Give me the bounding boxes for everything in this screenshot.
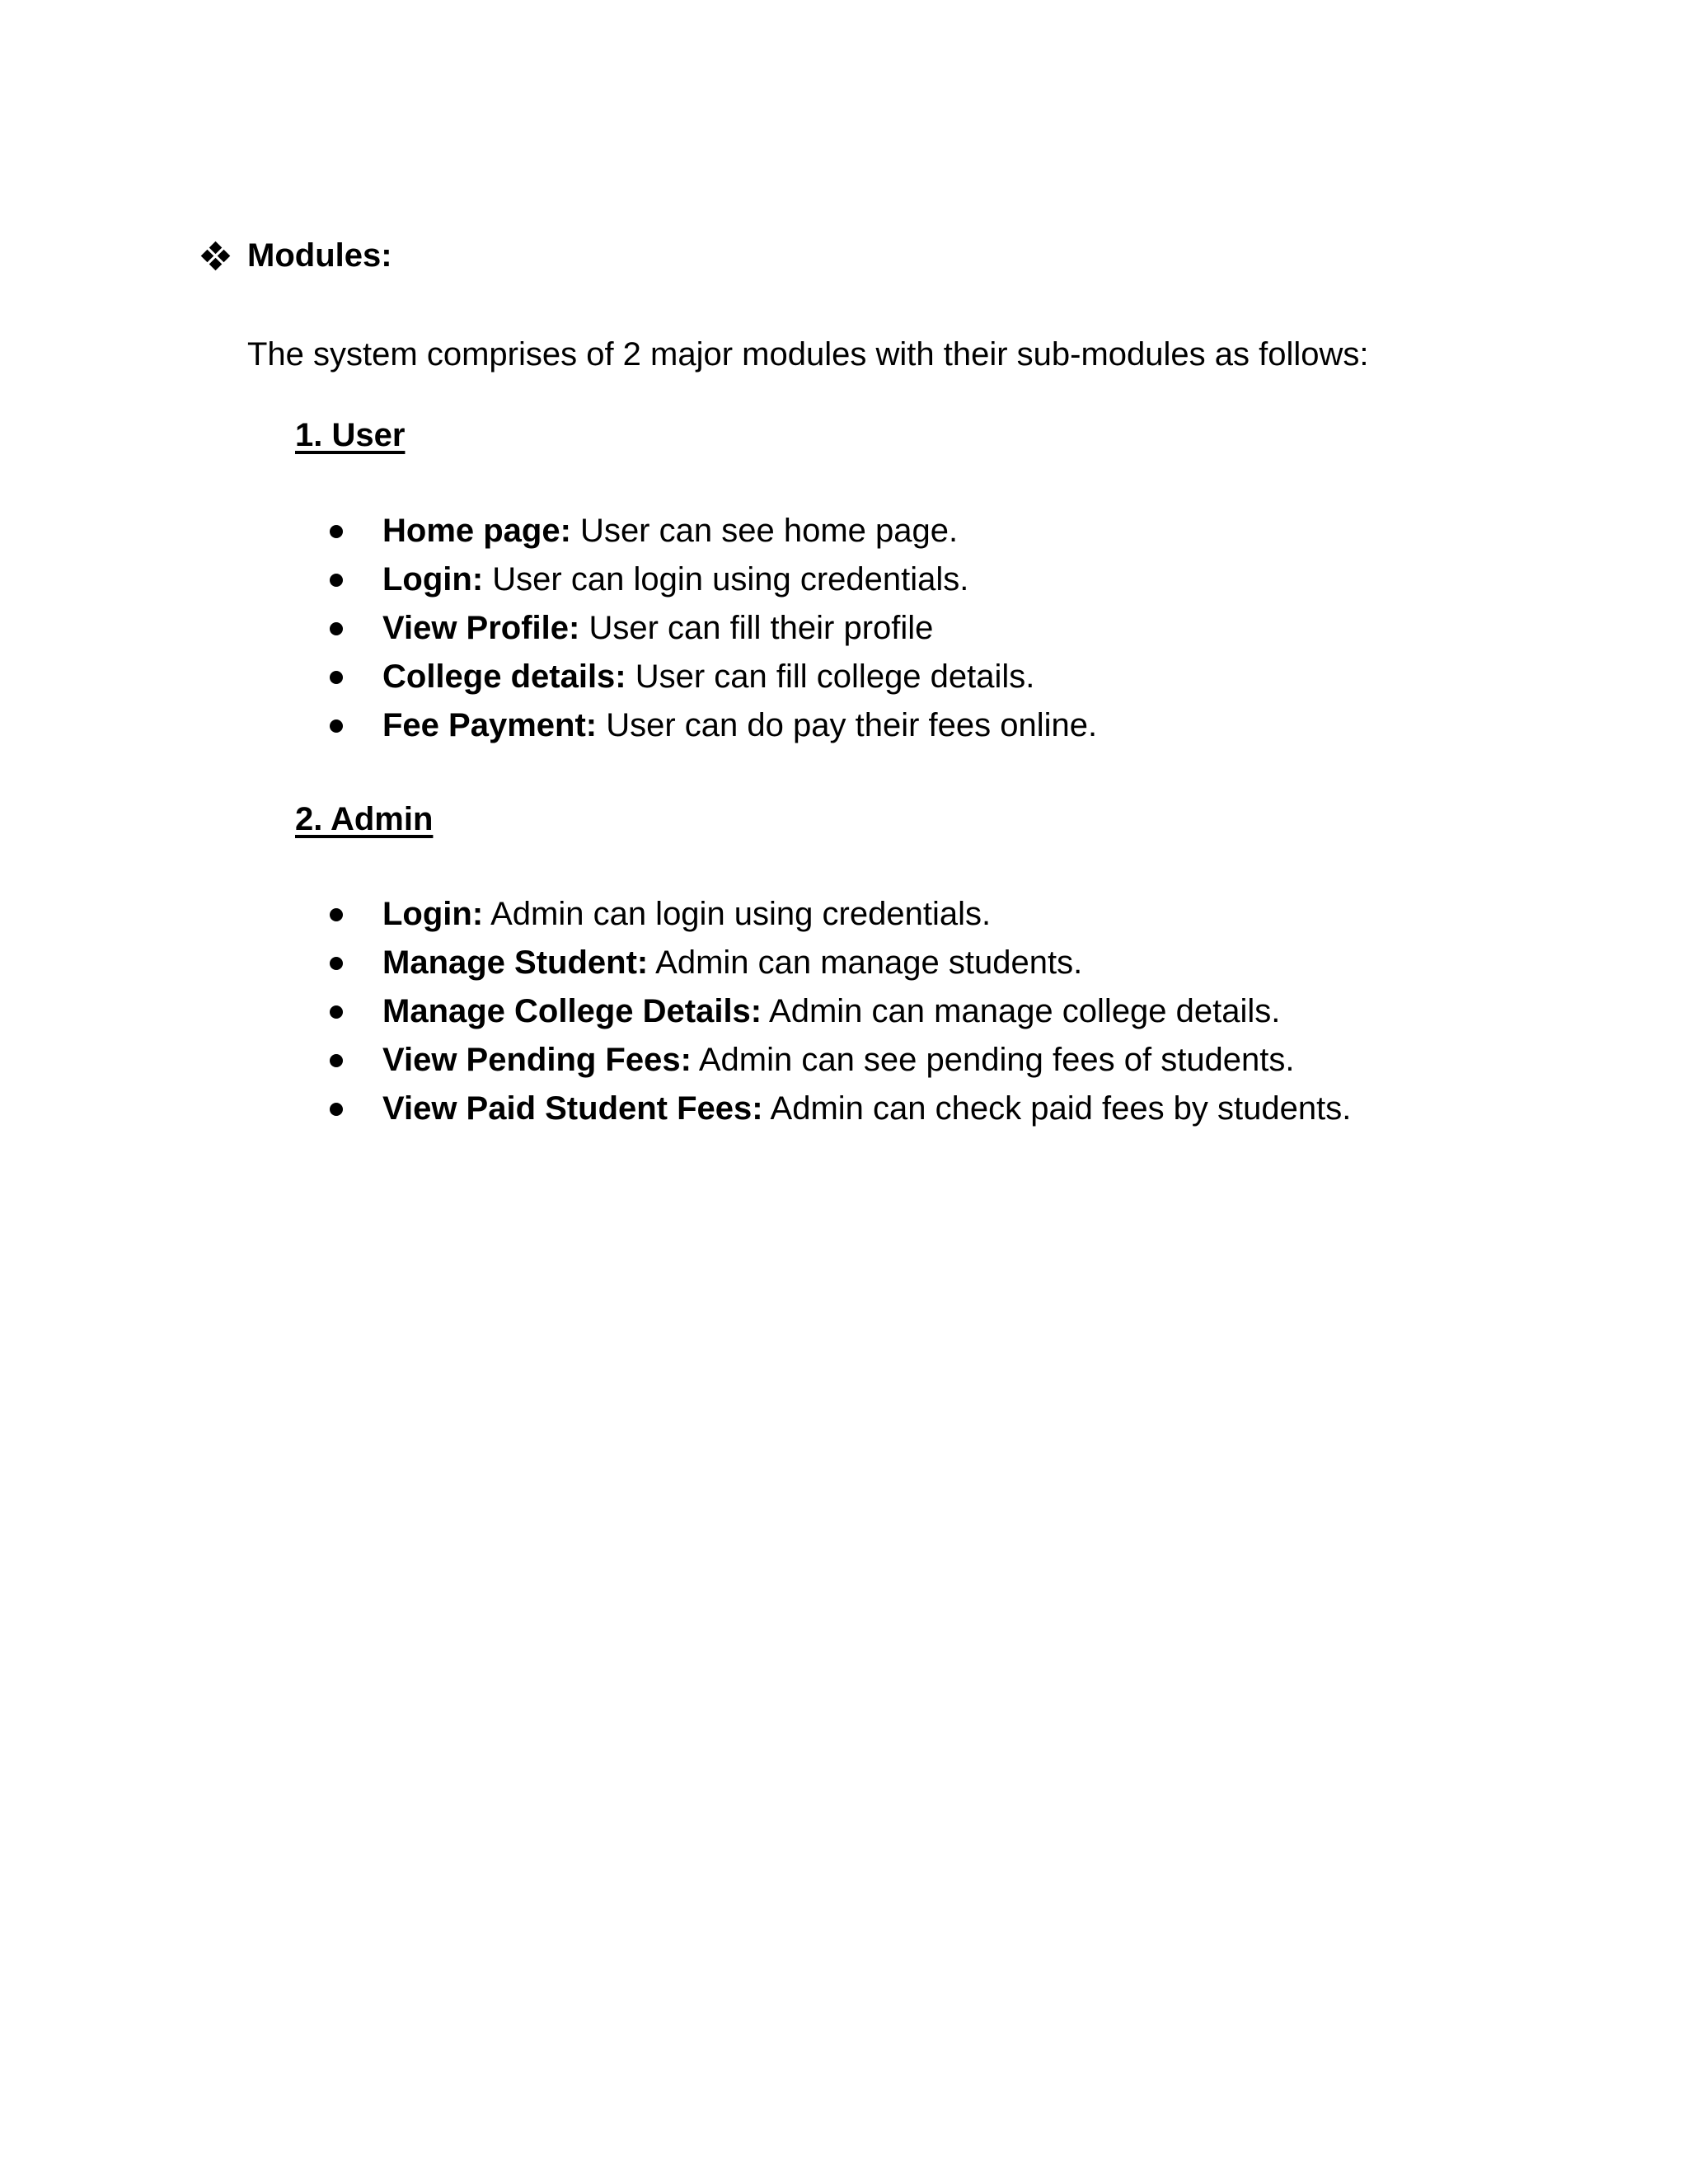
bullet-icon xyxy=(330,1103,343,1116)
item-label: View Paid Student Fees: xyxy=(382,1090,763,1127)
intro-paragraph: The system comprises of 2 major modules with their sub-modules as follows: xyxy=(247,336,1369,373)
four-diamond-bullet-icon xyxy=(199,240,232,273)
item-label: Home page: xyxy=(382,513,571,549)
item-text: Admin can login using credentials. xyxy=(483,896,992,932)
bullet-icon xyxy=(330,525,343,538)
user-module-list xyxy=(330,511,1097,754)
item-label: Login: xyxy=(382,896,484,932)
item-text: Admin can manage students. xyxy=(648,944,1083,981)
item-label: View Profile: xyxy=(382,610,580,646)
item-text: User can do pay their fees online. xyxy=(597,707,1098,743)
list-item xyxy=(330,991,1351,1040)
list-item xyxy=(330,511,1097,560)
bullet-icon xyxy=(330,1005,343,1019)
item-label: View Pending Fees: xyxy=(382,1042,692,1078)
bullet-icon xyxy=(330,1054,343,1067)
item-text: Admin can see pending fees of students. xyxy=(691,1042,1295,1078)
list-item xyxy=(330,943,1351,991)
item-label: Fee Payment: xyxy=(382,707,598,743)
item-text: Admin can manage college details. xyxy=(762,993,1281,1029)
item-label: College details: xyxy=(382,658,626,695)
list-item xyxy=(330,1040,1351,1089)
list-item xyxy=(330,560,1097,608)
item-text: User can fill their profile xyxy=(579,610,934,646)
item-text: User can login using credentials. xyxy=(483,561,969,598)
item-label: Login: xyxy=(382,561,484,598)
bullet-icon xyxy=(330,671,343,684)
bullet-icon xyxy=(330,719,343,733)
item-text: Admin can check paid fees by students. xyxy=(762,1090,1352,1127)
bullet-icon xyxy=(330,957,343,970)
admin-module-list xyxy=(330,894,1351,1137)
bullet-icon xyxy=(330,622,343,635)
bullet-icon xyxy=(330,908,343,921)
heading-text: Modules: xyxy=(247,237,392,274)
section-title-admin: 2. Admin xyxy=(295,801,434,837)
section-title-user: 1. User xyxy=(295,417,406,453)
item-text: User can see home page. xyxy=(570,513,959,549)
list-item xyxy=(330,608,1097,657)
item-label: Manage College Details: xyxy=(382,993,762,1029)
bullet-icon xyxy=(330,574,343,587)
item-label: Manage Student: xyxy=(382,944,649,981)
item-text: User can fill college details. xyxy=(626,658,1035,695)
list-item xyxy=(330,1089,1351,1137)
modules-heading xyxy=(199,237,392,274)
list-item xyxy=(330,657,1097,705)
list-item xyxy=(330,894,1351,943)
list-item xyxy=(330,705,1097,754)
